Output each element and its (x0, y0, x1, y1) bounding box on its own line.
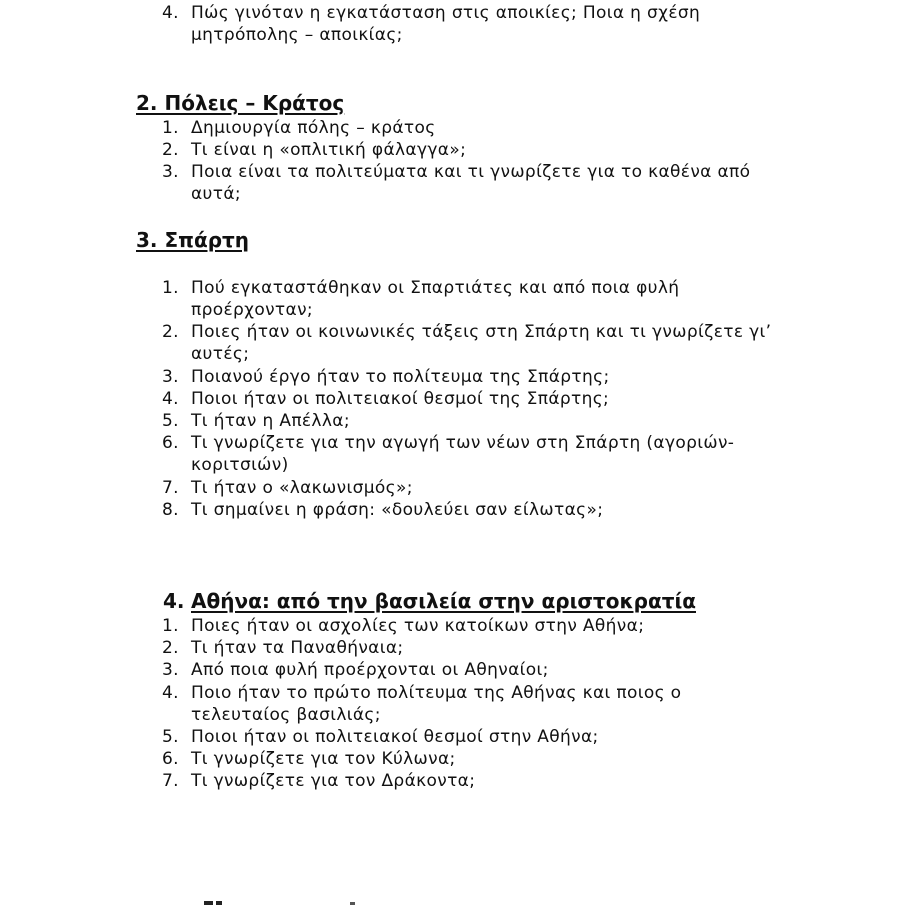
list-item (162, 388, 609, 410)
list-item (162, 637, 403, 659)
list-item-number: 2. (162, 638, 179, 658)
list-item-text: Τι γνωρίζετε για τον Δράκοντα; (191, 771, 476, 791)
list-item-text: Ποιοι ήταν οι πολιτειακοί θεσμοί της Σπάρτης; (191, 389, 610, 409)
list-item-text: Τι ήταν η Απέλλα; (191, 411, 350, 431)
list-item-number: 6. (162, 749, 179, 769)
list-item-number: 7. (162, 478, 179, 498)
list-item-text: Πώς γινόταν η εγκατάσταση στις αποικίες; Ποια η σχέση (191, 3, 701, 23)
list-item-number: 4. (162, 389, 179, 409)
list-item-number: 6. (162, 433, 179, 453)
list-item-text: Τι σημαίνει η φράση: «δουλεύει σαν είλωτας»; (191, 500, 604, 520)
list-item-continuation: κοριτσιών) (191, 455, 289, 475)
cropped-text-fragment (164, 898, 464, 905)
list-item-text: Δημιουργία πόλης – κράτος (191, 118, 436, 138)
list-item (162, 117, 436, 139)
list-item-text: Πού εγκαταστάθηκαν οι Σπαρτιάτες και από ποια φυλή (191, 278, 680, 298)
list-item (162, 321, 771, 343)
list-item-number: 1. (162, 118, 179, 138)
list-item-number: 1. (162, 278, 179, 298)
list-item-continuation: αυτά; (191, 184, 241, 204)
list-item (162, 139, 466, 161)
section-heading (136, 227, 249, 253)
list-item-text: Τι γνωρίζετε για την αγωγή των νέων στη Σπάρτη (αγοριών- (191, 433, 735, 453)
list-item (162, 477, 413, 499)
list-item (162, 726, 599, 748)
list-item-number: 8. (162, 500, 179, 520)
list-item-text: Τι ήταν τα Παναθήναια; (191, 638, 404, 658)
list-item (162, 161, 750, 183)
list-item (162, 432, 734, 454)
list-item-text: Από ποια φυλή προέρχονται οι Αθηναίοι; (191, 660, 549, 680)
section-heading (136, 90, 344, 116)
list-item-number: 7. (162, 771, 179, 791)
list-item-continuation: προέρχονταν; (191, 300, 313, 320)
list-item-text: Ποιοι ήταν οι πολιτειακοί θεσμοί στην Αθήνα; (191, 727, 599, 747)
list-item-number: 5. (162, 411, 179, 431)
list-item-number: 1. (162, 616, 179, 636)
list-item (162, 499, 603, 521)
list-item (162, 748, 456, 770)
list-item (162, 366, 610, 388)
list-item-number: 3. (162, 162, 179, 182)
section-heading-text: 2. Πόλεις – Κράτος (136, 91, 345, 115)
list-item-number: 4. (162, 683, 179, 703)
list-item-text: Τι ήταν ο «λακωνισμός»; (191, 478, 413, 498)
list-item (162, 659, 549, 681)
section-heading (163, 588, 696, 614)
section-heading-number: 4. (163, 589, 185, 613)
section-heading-text: Αθήνα: από την βασιλεία στην αριστοκρατία (191, 589, 696, 613)
list-item-number: 2. (162, 322, 179, 342)
list-item-continuation: μητρόπολης – αποικίας; (191, 25, 403, 45)
list-item (162, 277, 679, 299)
list-item-number: 5. (162, 727, 179, 747)
list-item-number: 3. (162, 660, 179, 680)
list-item (162, 2, 700, 24)
list-item (162, 410, 350, 432)
list-item-text: Τι γνωρίζετε για τον Κύλωνα; (191, 749, 456, 769)
list-item-text: Ποιες ήταν οι ασχολίες των κατοίκων στην Αθήνα; (191, 616, 645, 636)
list-item-number: 2. (162, 140, 179, 160)
list-item (162, 682, 681, 704)
list-item (162, 615, 644, 637)
list-item-text: Ποια είναι τα πολιτεύματα και τι γνωρίζετε για το καθένα από (191, 162, 751, 182)
list-item-text: Τι είναι η «οπλιτική φάλαγγα»; (191, 140, 467, 160)
list-item-text: Ποιο ήταν το πρώτο πολίτευμα της Αθήνας και ποιος ο (191, 683, 682, 703)
section-heading-text: 3. Σπάρτη (136, 228, 250, 252)
list-item-number: 3. (162, 367, 179, 387)
list-item (162, 770, 475, 792)
list-item-text: Ποιες ήταν οι κοινωνικές τάξεις στη Σπάρτη και τι γνωρίζετε γι’ (191, 322, 772, 342)
list-item-number: 4. (162, 3, 179, 23)
list-item-continuation: τελευταίος βασιλιάς; (191, 705, 381, 725)
list-item-continuation: αυτές; (191, 344, 250, 364)
list-item-text: Ποιανού έργο ήταν το πολίτευμα της Σπάρτης; (191, 367, 610, 387)
